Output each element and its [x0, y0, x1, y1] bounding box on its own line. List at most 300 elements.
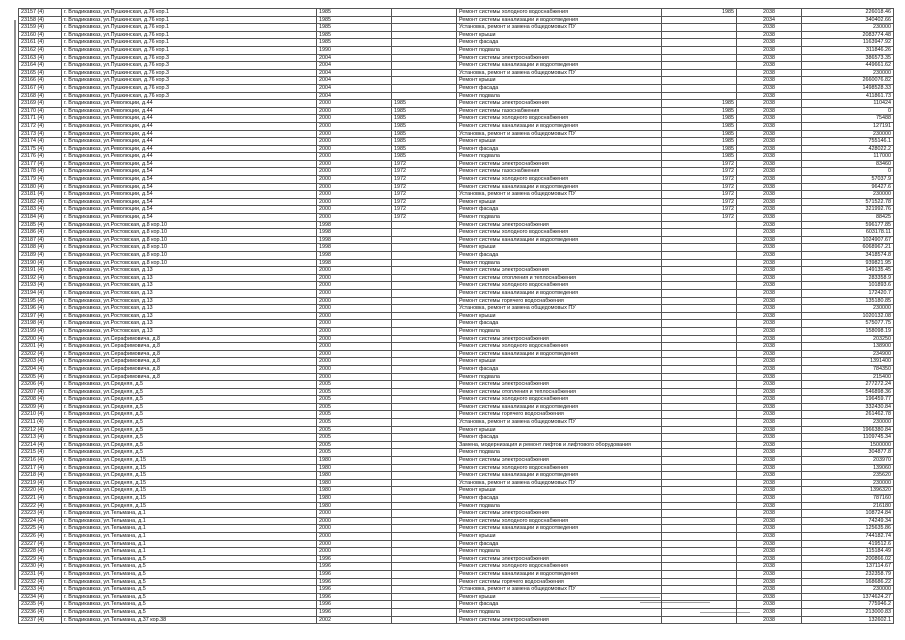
table-row [19, 206, 894, 214]
commission-year-cell: 2005 [317, 441, 392, 449]
commission-year-cell: 2005 [317, 449, 392, 457]
planned-year-cell: 2038 [737, 350, 802, 358]
last-repair-year-cell [392, 563, 457, 571]
last-repair-year-cell: 1985 [392, 130, 457, 138]
last-work-year-cell [662, 252, 737, 260]
planned-year-cell: 2038 [737, 9, 802, 17]
repair-work-type-cell: Ремонт крыши [457, 138, 662, 146]
repair-work-type-cell: Ремонт фасада [457, 601, 662, 609]
commission-year-cell: 2000 [317, 214, 392, 222]
last-work-year-cell [662, 525, 737, 533]
house-address-cell: г. Владикавказ, ул.Серафимовича, д.8 [62, 358, 317, 366]
table-row [19, 441, 894, 449]
table-row [19, 616, 894, 624]
last-work-year-cell: 1972 [662, 160, 737, 168]
planned-cost-cell: 234900 [802, 350, 894, 358]
house-address-cell: г. Владикавказ, ул.Тельмана, д.1 [62, 532, 317, 540]
last-repair-year-cell [392, 236, 457, 244]
repair-work-type-cell: Ремонт системы холодного водоснабжения [457, 464, 662, 472]
last-repair-year-cell [392, 365, 457, 373]
record-number-cell: 23186 (4) [19, 229, 62, 237]
last-repair-year-cell [392, 578, 457, 586]
record-number-cell: 23175 (4) [19, 145, 62, 153]
planned-year-cell: 2038 [737, 358, 802, 366]
house-address-cell: г. Владикавказ, ул.Революции, д.44 [62, 100, 317, 108]
repair-work-type-cell: Ремонт системы электроснабжения [457, 267, 662, 275]
repair-work-type-cell: Ремонт системы электроснабжения [457, 221, 662, 229]
commission-year-cell: 2004 [317, 62, 392, 70]
planned-cost-cell: 6068967.21 [802, 244, 894, 252]
house-address-cell: г. Владикавказ, ул.Революции, д.54 [62, 198, 317, 206]
repair-work-type-cell: Ремонт системы канализации и водоотведения [457, 472, 662, 480]
commission-year-cell: 1996 [317, 601, 392, 609]
repair-work-type-cell: Ремонт системы канализации и водоотведения [457, 525, 662, 533]
repair-work-type-cell: Ремонт крыши [457, 77, 662, 85]
repair-work-type-cell: Ремонт системы канализации и водоотведения [457, 16, 662, 24]
record-number-cell: 23231 (4) [19, 570, 62, 578]
commission-year-cell: 2000 [317, 160, 392, 168]
commission-year-cell: 2000 [317, 305, 392, 313]
planned-year-cell: 2038 [737, 373, 802, 381]
house-address-cell: г. Владикавказ, ул.Революции, д.54 [62, 214, 317, 222]
house-address-cell: г. Владикавказ, ул.Революции, д.54 [62, 191, 317, 199]
last-repair-year-cell [392, 525, 457, 533]
commission-year-cell: 1985 [317, 39, 392, 47]
house-address-cell: г. Владикавказ, ул.Пушкинская, д.76 кор.3 [62, 54, 317, 62]
planned-year-cell: 2038 [737, 335, 802, 343]
planned-year-cell: 2038 [737, 601, 802, 609]
table-row [19, 601, 894, 609]
house-address-cell: г. Владикавказ, ул.Революции, д.44 [62, 153, 317, 161]
repair-work-type-cell: Ремонт системы холодного водоснабжения [457, 563, 662, 571]
commission-year-cell: 2000 [317, 350, 392, 358]
repair-work-type-cell: Ремонт подвала [457, 548, 662, 556]
table-row [19, 9, 894, 17]
repair-work-type-cell: Ремонт подвала [457, 327, 662, 335]
commission-year-cell: 2000 [317, 327, 392, 335]
house-address-cell: г. Владикавказ, ул.Ростовская, д.8 кор.10 [62, 259, 317, 267]
last-work-year-cell [662, 244, 737, 252]
last-repair-year-cell [392, 593, 457, 601]
last-work-year-cell [662, 381, 737, 389]
commission-year-cell: 2000 [317, 297, 392, 305]
last-work-year-cell [662, 297, 737, 305]
commission-year-cell: 2000 [317, 100, 392, 108]
last-repair-year-cell [392, 267, 457, 275]
repair-work-type-cell: Ремонт крыши [457, 487, 662, 495]
repair-work-type-cell: Ремонт системы газоснабжения [457, 168, 662, 176]
planned-year-cell: 2038 [737, 244, 802, 252]
record-number-cell: 23216 (4) [19, 457, 62, 465]
planned-year-cell: 2038 [737, 312, 802, 320]
last-repair-year-cell: 1985 [392, 107, 457, 115]
house-address-cell: г. Владикавказ, ул.Ростовская, д.13 [62, 327, 317, 335]
record-number-cell: 23184 (4) [19, 214, 62, 222]
table-row [19, 236, 894, 244]
planned-year-cell: 2038 [737, 578, 802, 586]
record-number-cell: 23174 (4) [19, 138, 62, 146]
repair-work-type-cell: Замена, модернизация и ремонт лифтов и лифтового оборудования [457, 441, 662, 449]
record-number-cell: 23163 (4) [19, 54, 62, 62]
house-address-cell: г. Владикавказ, ул.Средняя, д.5 [62, 396, 317, 404]
commission-year-cell: 2000 [317, 525, 392, 533]
last-repair-year-cell [392, 54, 457, 62]
record-number-cell: 23228 (4) [19, 548, 62, 556]
record-number-cell: 23227 (4) [19, 540, 62, 548]
commission-year-cell: 2005 [317, 411, 392, 419]
planned-cost-cell: 775946.2 [802, 601, 894, 609]
last-work-year-cell [662, 282, 737, 290]
house-address-cell: г. Владикавказ, ул.Тельмана, д.5 [62, 555, 317, 563]
last-work-year-cell [662, 495, 737, 503]
house-address-cell: г. Владикавказ, ул.Серафимовича, д.8 [62, 343, 317, 351]
record-number-cell: 23183 (4) [19, 206, 62, 214]
commission-year-cell: 1980 [317, 457, 392, 465]
table-row [19, 183, 894, 191]
planned-year-cell: 2038 [737, 479, 802, 487]
last-repair-year-cell [392, 31, 457, 39]
planned-year-cell: 2038 [737, 252, 802, 260]
record-number-cell: 23225 (4) [19, 525, 62, 533]
table-row [19, 434, 894, 442]
commission-year-cell: 2000 [317, 145, 392, 153]
planned-year-cell: 2038 [737, 570, 802, 578]
table-row [19, 358, 894, 366]
last-repair-year-cell [392, 441, 457, 449]
commission-year-cell: 2000 [317, 517, 392, 525]
record-number-cell: 23189 (4) [19, 252, 62, 260]
planned-cost-cell: 196459.77 [802, 396, 894, 404]
record-number-cell: 23207 (4) [19, 388, 62, 396]
repair-work-type-cell: Ремонт системы холодного водоснабжения [457, 9, 662, 17]
commission-year-cell: 1998 [317, 221, 392, 229]
planned-cost-cell: 428022.2 [802, 145, 894, 153]
repair-work-type-cell: Ремонт системы холодного водоснабжения [457, 396, 662, 404]
last-repair-year-cell [392, 411, 457, 419]
last-work-year-cell [662, 479, 737, 487]
house-address-cell: г. Владикавказ, ул.Средняя, д.15 [62, 464, 317, 472]
table-row [19, 289, 894, 297]
table-row [19, 593, 894, 601]
last-work-year-cell [662, 259, 737, 267]
planned-year-cell: 2038 [737, 62, 802, 70]
planned-cost-cell: 230000 [802, 191, 894, 199]
house-address-cell: г. Владикавказ, ул.Серафимовича, д.8 [62, 373, 317, 381]
planned-year-cell: 2038 [737, 502, 802, 510]
repair-work-type-cell: Ремонт подвала [457, 46, 662, 54]
last-work-year-cell [662, 426, 737, 434]
commission-year-cell: 2000 [317, 373, 392, 381]
last-work-year-cell: 1972 [662, 168, 737, 176]
record-number-cell: 23164 (4) [19, 62, 62, 70]
planned-year-cell: 2038 [737, 46, 802, 54]
last-work-year-cell [662, 358, 737, 366]
repair-work-type-cell: Ремонт подвала [457, 153, 662, 161]
planned-cost-cell: 787160 [802, 495, 894, 503]
repair-work-type-cell: Ремонт фасада [457, 84, 662, 92]
planned-cost-cell: 571522.78 [802, 198, 894, 206]
house-address-cell: г. Владикавказ, ул.Тельмана, д.5 [62, 578, 317, 586]
last-repair-year-cell [392, 335, 457, 343]
last-work-year-cell [662, 274, 737, 282]
planned-cost-cell: 75488 [802, 115, 894, 123]
last-repair-year-cell [392, 495, 457, 503]
house-address-cell: г. Владикавказ, ул.Тельмана, д.1 [62, 510, 317, 518]
table-row [19, 305, 894, 313]
record-number-cell: 23198 (4) [19, 320, 62, 328]
record-number-cell: 23196 (4) [19, 305, 62, 313]
planned-year-cell: 2038 [737, 221, 802, 229]
planned-year-cell: 2038 [737, 381, 802, 389]
commission-year-cell: 2000 [317, 168, 392, 176]
planned-year-cell: 2034 [737, 16, 802, 24]
repair-work-type-cell: Установка, ремонт и замена общедомовых ПУ [457, 419, 662, 427]
last-repair-year-cell: 1972 [392, 183, 457, 191]
repair-work-type-cell: Установка, ремонт и замена общедомовых ПУ [457, 305, 662, 313]
house-address-cell: г. Владикавказ, ул.Тельмана, д.5 [62, 586, 317, 594]
planned-cost-cell: 784350 [802, 365, 894, 373]
house-address-cell: г. Владикавказ, ул.Пушкинская, д.76 кор.1 [62, 46, 317, 54]
repair-work-type-cell: Ремонт крыши [457, 312, 662, 320]
repair-work-type-cell: Ремонт системы холодного водоснабжения [457, 517, 662, 525]
commission-year-cell: 2000 [317, 540, 392, 548]
table-row [19, 153, 894, 161]
last-work-year-cell [662, 69, 737, 77]
house-address-cell: г. Владикавказ, ул.Ростовская, д.13 [62, 267, 317, 275]
last-repair-year-cell [392, 39, 457, 47]
planned-year-cell: 2038 [737, 419, 802, 427]
repair-work-type-cell: Ремонт системы канализации и водоотведения [457, 122, 662, 130]
last-work-year-cell [662, 229, 737, 237]
table-row [19, 563, 894, 571]
planned-cost-cell: 2083774.48 [802, 31, 894, 39]
record-number-cell: 23178 (4) [19, 168, 62, 176]
table-row [19, 84, 894, 92]
planned-year-cell: 2038 [737, 457, 802, 465]
register-table-body [19, 9, 894, 624]
repair-work-type-cell: Ремонт системы холодного водоснабжения [457, 282, 662, 290]
planned-cost-cell: 110424 [802, 100, 894, 108]
planned-year-cell: 2038 [737, 100, 802, 108]
last-work-year-cell [662, 449, 737, 457]
planned-cost-cell: 172420.7 [802, 289, 894, 297]
last-repair-year-cell [392, 289, 457, 297]
planned-cost-cell: 261462.78 [802, 411, 894, 419]
planned-year-cell: 2038 [737, 396, 802, 404]
planned-cost-cell: 125635.86 [802, 525, 894, 533]
record-number-cell: 23221 (4) [19, 495, 62, 503]
planned-cost-cell: 216180 [802, 502, 894, 510]
table-row [19, 495, 894, 503]
house-address-cell: г. Владикавказ, ул.Революции, д.54 [62, 176, 317, 184]
last-work-year-cell [662, 350, 737, 358]
house-address-cell: г. Владикавказ, ул.Тельмана, д.1 [62, 540, 317, 548]
last-work-year-cell [662, 563, 737, 571]
table-row [19, 457, 894, 465]
last-work-year-cell [662, 31, 737, 39]
record-number-cell: 23237 (4) [19, 616, 62, 624]
planned-year-cell: 2038 [737, 563, 802, 571]
table-row [19, 191, 894, 199]
last-repair-year-cell [392, 297, 457, 305]
table-row [19, 252, 894, 260]
last-work-year-cell: 1985 [662, 9, 737, 17]
planned-year-cell: 2038 [737, 297, 802, 305]
last-work-year-cell [662, 289, 737, 297]
house-address-cell: г. Владикавказ, ул.Средняя, д.15 [62, 479, 317, 487]
record-number-cell: 23162 (4) [19, 46, 62, 54]
planned-year-cell: 2038 [737, 510, 802, 518]
table-row [19, 373, 894, 381]
last-repair-year-cell [392, 426, 457, 434]
record-number-cell: 23176 (4) [19, 153, 62, 161]
record-number-cell: 23206 (4) [19, 381, 62, 389]
house-address-cell: г. Владикавказ, ул.Средняя, д.5 [62, 403, 317, 411]
last-work-year-cell [662, 373, 737, 381]
record-number-cell: 23181 (4) [19, 191, 62, 199]
house-address-cell: г. Владикавказ, ул.Средняя, д.5 [62, 381, 317, 389]
record-number-cell: 23166 (4) [19, 77, 62, 85]
last-work-year-cell [662, 464, 737, 472]
planned-year-cell: 2038 [737, 31, 802, 39]
repair-work-type-cell: Ремонт системы отопления и теплоснабжения [457, 274, 662, 282]
record-number-cell: 23171 (4) [19, 115, 62, 123]
planned-year-cell: 2038 [737, 115, 802, 123]
table-row [19, 100, 894, 108]
house-address-cell: г. Владикавказ, ул.Пушкинская, д.76 кор.1 [62, 31, 317, 39]
last-repair-year-cell [392, 92, 457, 100]
table-row [19, 335, 894, 343]
planned-cost-cell: 96427.6 [802, 183, 894, 191]
last-work-year-cell [662, 327, 737, 335]
record-number-cell: 23179 (4) [19, 176, 62, 184]
commission-year-cell: 2005 [317, 419, 392, 427]
table-row [19, 244, 894, 252]
commission-year-cell: 2000 [317, 153, 392, 161]
commission-year-cell: 1998 [317, 259, 392, 267]
planned-cost-cell: 83460 [802, 160, 894, 168]
record-number-cell: 23167 (4) [19, 84, 62, 92]
repair-work-type-cell: Ремонт системы электроснабжения [457, 335, 662, 343]
commission-year-cell: 2000 [317, 107, 392, 115]
planned-cost-cell: 200866.02 [802, 555, 894, 563]
record-number-cell: 23232 (4) [19, 578, 62, 586]
last-repair-year-cell: 1972 [392, 206, 457, 214]
record-number-cell: 23191 (4) [19, 267, 62, 275]
last-repair-year-cell [392, 46, 457, 54]
last-repair-year-cell [392, 555, 457, 563]
last-work-year-cell [662, 84, 737, 92]
planned-cost-cell: 88425 [802, 214, 894, 222]
last-work-year-cell [662, 388, 737, 396]
repair-work-type-cell: Ремонт системы канализации и водоотведения [457, 62, 662, 70]
last-work-year-cell [662, 593, 737, 601]
record-number-cell: 23209 (4) [19, 403, 62, 411]
last-repair-year-cell: 1972 [392, 168, 457, 176]
house-address-cell: г. Владикавказ, ул.Средняя, д.5 [62, 434, 317, 442]
commission-year-cell: 2005 [317, 396, 392, 404]
last-repair-year-cell [392, 312, 457, 320]
last-work-year-cell [662, 570, 737, 578]
last-repair-year-cell [392, 616, 457, 624]
last-repair-year-cell [392, 350, 457, 358]
last-repair-year-cell [392, 274, 457, 282]
planned-cost-cell: 203970 [802, 457, 894, 465]
record-number-cell: 23172 (4) [19, 122, 62, 130]
commission-year-cell: 1998 [317, 252, 392, 260]
last-repair-year-cell [392, 548, 457, 556]
house-address-cell: г. Владикавказ, ул.Революции, д.44 [62, 138, 317, 146]
repair-work-type-cell: Ремонт системы канализации и водоотведения [457, 570, 662, 578]
last-work-year-cell [662, 487, 737, 495]
planned-year-cell: 2038 [737, 274, 802, 282]
planned-year-cell: 2038 [737, 464, 802, 472]
commission-year-cell: 2004 [317, 77, 392, 85]
repair-work-type-cell: Ремонт системы холодного водоснабжения [457, 229, 662, 237]
commission-year-cell: 2000 [317, 206, 392, 214]
table-row [19, 39, 894, 47]
record-number-cell: 23233 (4) [19, 586, 62, 594]
house-address-cell: г. Владикавказ, ул.Ростовская, д.13 [62, 289, 317, 297]
last-work-year-cell: 1985 [662, 138, 737, 146]
repair-work-type-cell: Ремонт подвала [457, 259, 662, 267]
planned-year-cell: 2038 [737, 138, 802, 146]
commission-year-cell: 1980 [317, 479, 392, 487]
record-number-cell: 23218 (4) [19, 472, 62, 480]
planned-year-cell: 2038 [737, 449, 802, 457]
last-work-year-cell [662, 510, 737, 518]
commission-year-cell: 2000 [317, 510, 392, 518]
last-work-year-cell [662, 616, 737, 624]
table-row [19, 479, 894, 487]
house-address-cell: г. Владикавказ, ул.Пушкинская, д.76 кор.3 [62, 62, 317, 70]
planned-cost-cell: 575077.75 [802, 320, 894, 328]
commission-year-cell: 2005 [317, 434, 392, 442]
commission-year-cell: 2000 [317, 312, 392, 320]
planned-cost-cell: 230000 [802, 130, 894, 138]
planned-year-cell: 2038 [737, 130, 802, 138]
last-repair-year-cell: 1985 [392, 138, 457, 146]
commission-year-cell: 2000 [317, 532, 392, 540]
planned-cost-cell: 203250 [802, 335, 894, 343]
last-repair-year-cell [392, 419, 457, 427]
table-row [19, 267, 894, 275]
last-work-year-cell: 1972 [662, 183, 737, 191]
last-repair-year-cell [392, 601, 457, 609]
planned-year-cell: 2038 [737, 320, 802, 328]
table-row [19, 419, 894, 427]
table-row [19, 365, 894, 373]
planned-cost-cell: 1966380.84 [802, 426, 894, 434]
commission-year-cell: 1996 [317, 608, 392, 616]
repair-work-type-cell: Ремонт крыши [457, 198, 662, 206]
repair-work-type-cell: Установка, ремонт и замена общедомовых ПУ [457, 24, 662, 32]
planned-cost-cell: 230000 [802, 305, 894, 313]
last-repair-year-cell [392, 388, 457, 396]
house-address-cell: г. Владикавказ, ул.Средняя, д.15 [62, 487, 317, 495]
repair-work-type-cell: Ремонт подвала [457, 373, 662, 381]
last-work-year-cell: 1972 [662, 214, 737, 222]
repair-work-type-cell: Ремонт подвала [457, 502, 662, 510]
house-address-cell: г. Владикавказ, ул.Средняя, д.15 [62, 502, 317, 510]
planned-year-cell: 2038 [737, 183, 802, 191]
record-number-cell: 23202 (4) [19, 350, 62, 358]
repair-work-type-cell: Ремонт фасада [457, 206, 662, 214]
table-row [19, 221, 894, 229]
planned-year-cell: 2038 [737, 525, 802, 533]
house-address-cell: г. Владикавказ, ул.Ростовская, д.13 [62, 274, 317, 282]
planned-year-cell: 2038 [737, 39, 802, 47]
